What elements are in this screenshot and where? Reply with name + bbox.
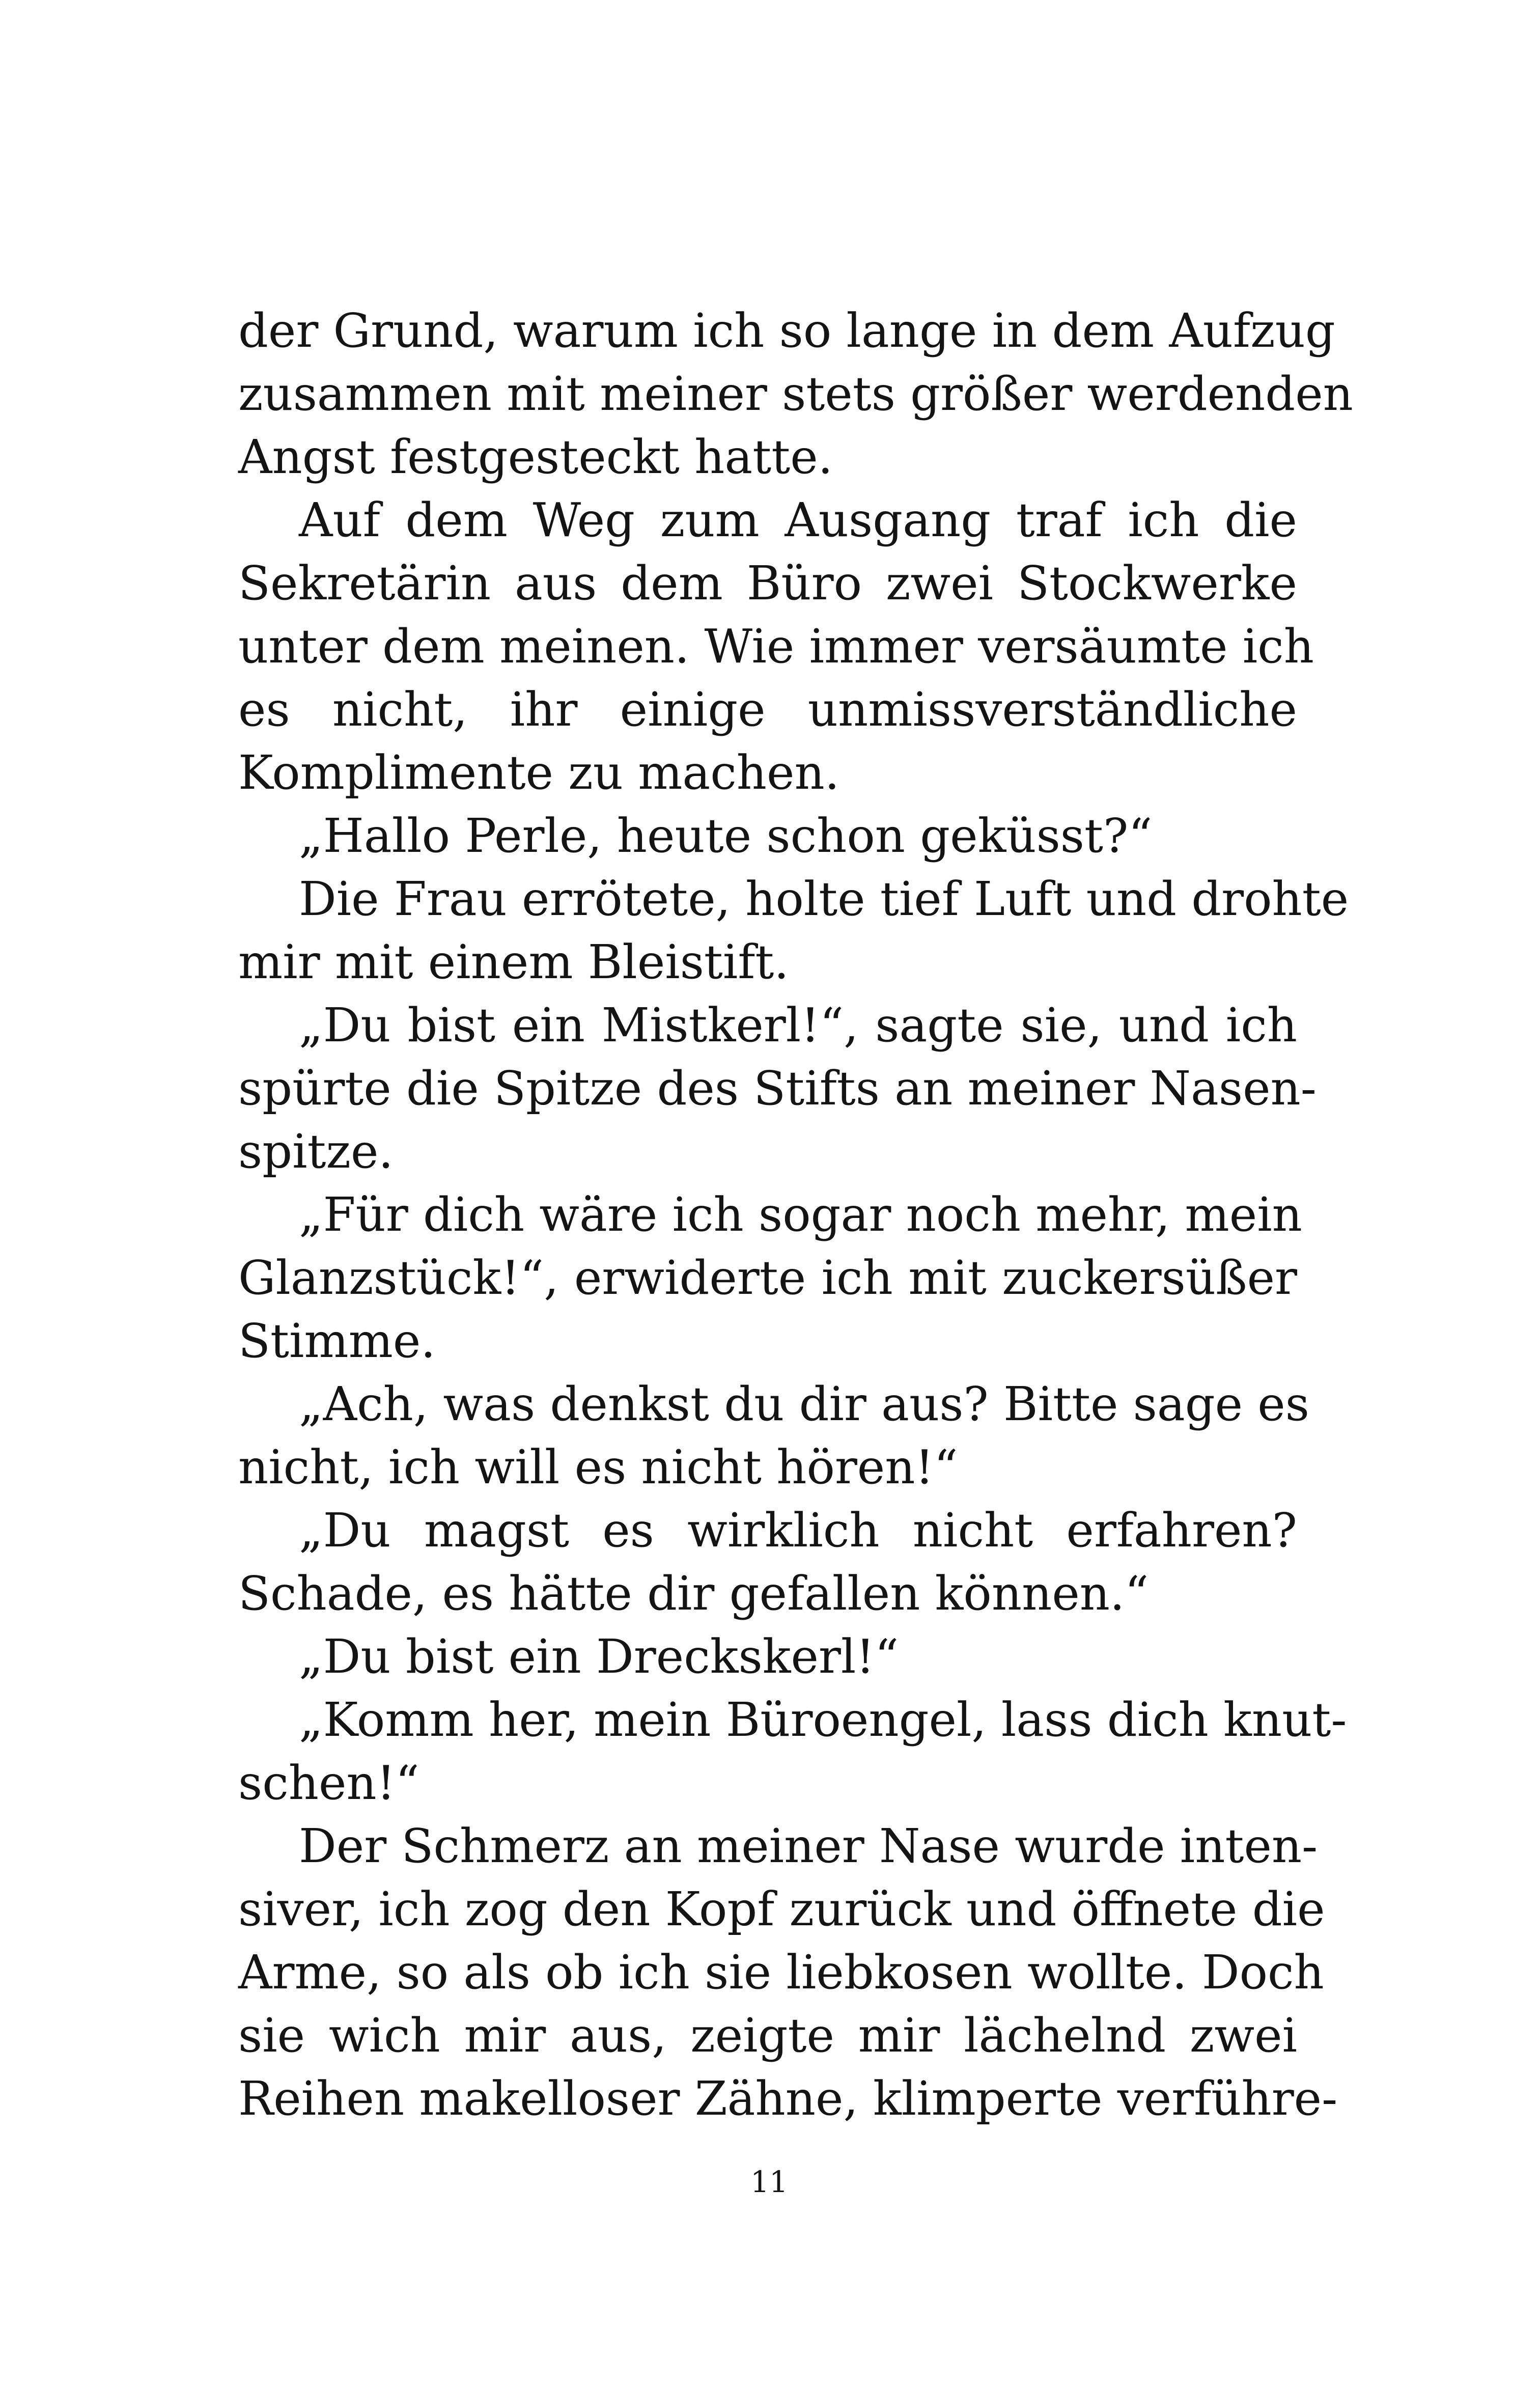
- text-line: Reihen makelloser Zähne, klimperte verführe-: [238, 2071, 1338, 2126]
- text-line: sie wich mir aus, zeigte mir lächelnd zwei: [238, 2008, 1297, 2063]
- text-line: „Hallo Perle, heute schon geküsst?“: [299, 809, 1153, 863]
- text-line: „Du bist ein Mistkerl!“, sagte sie, und ich: [299, 998, 1297, 1052]
- text-line: siver, ich zog den Kopf zurück und öffnete die: [238, 1882, 1325, 1936]
- text-line: zusammen mit meiner stets größer werdenden: [238, 367, 1353, 421]
- text-line: „Du magst es wirklich nicht erfahren?: [299, 1503, 1297, 1558]
- text-line: mir mit einem Bleistift.: [238, 935, 789, 989]
- text-line: Die Frau errötete, holte tief Luft und drohte: [299, 872, 1349, 926]
- text-line: „Für dich wäre ich sogar noch mehr, mein: [299, 1187, 1302, 1242]
- text-line: Glanzstück!“, erwiderte ich mit zuckersüßer: [238, 1251, 1297, 1305]
- text-line: es nicht, ihr einige unmissverständliche: [238, 682, 1297, 737]
- text-line: Der Schmerz an meiner Nase wurde inten-: [299, 1819, 1318, 1873]
- text-line: spitze.: [238, 1124, 394, 1179]
- text-line: nicht, ich will es nicht hören!“: [238, 1440, 958, 1494]
- text-line: Auf dem Weg zum Ausgang traf ich die: [299, 493, 1297, 547]
- text-line: Arme, so als ob ich sie liebkosen wollte. Doch: [238, 1945, 1324, 2000]
- text-line: unter dem meinen. Wie immer versäumte ich: [238, 619, 1314, 674]
- text-line: „Komm her, mein Büroengel, lass dich knut-: [299, 1693, 1347, 1747]
- text-line: Angst festgesteckt hatte.: [238, 430, 833, 484]
- text-line: Stimme.: [238, 1314, 436, 1368]
- text-line: Schade, es hätte dir gefallen können.“: [238, 1566, 1149, 1621]
- text-line: „Ach, was denkst du dir aus? Bitte sage es: [299, 1377, 1309, 1431]
- text-line: Sekretärin aus dem Büro zwei Stockwerke: [238, 556, 1297, 611]
- text-line: Komplimente zu machen.: [238, 745, 839, 800]
- text-line: schen!“: [238, 1756, 419, 1810]
- body-text: [238, 299, 1353, 2130]
- text-line: spürte die Spitze des Stifts an meiner Nasen-: [238, 1061, 1317, 1116]
- page-number: 11: [750, 2165, 788, 2199]
- text-line: der Grund, warum ich so lange in dem Aufzug: [238, 303, 1335, 358]
- text-line: „Du bist ein Dreckskerl!“: [299, 1629, 899, 1684]
